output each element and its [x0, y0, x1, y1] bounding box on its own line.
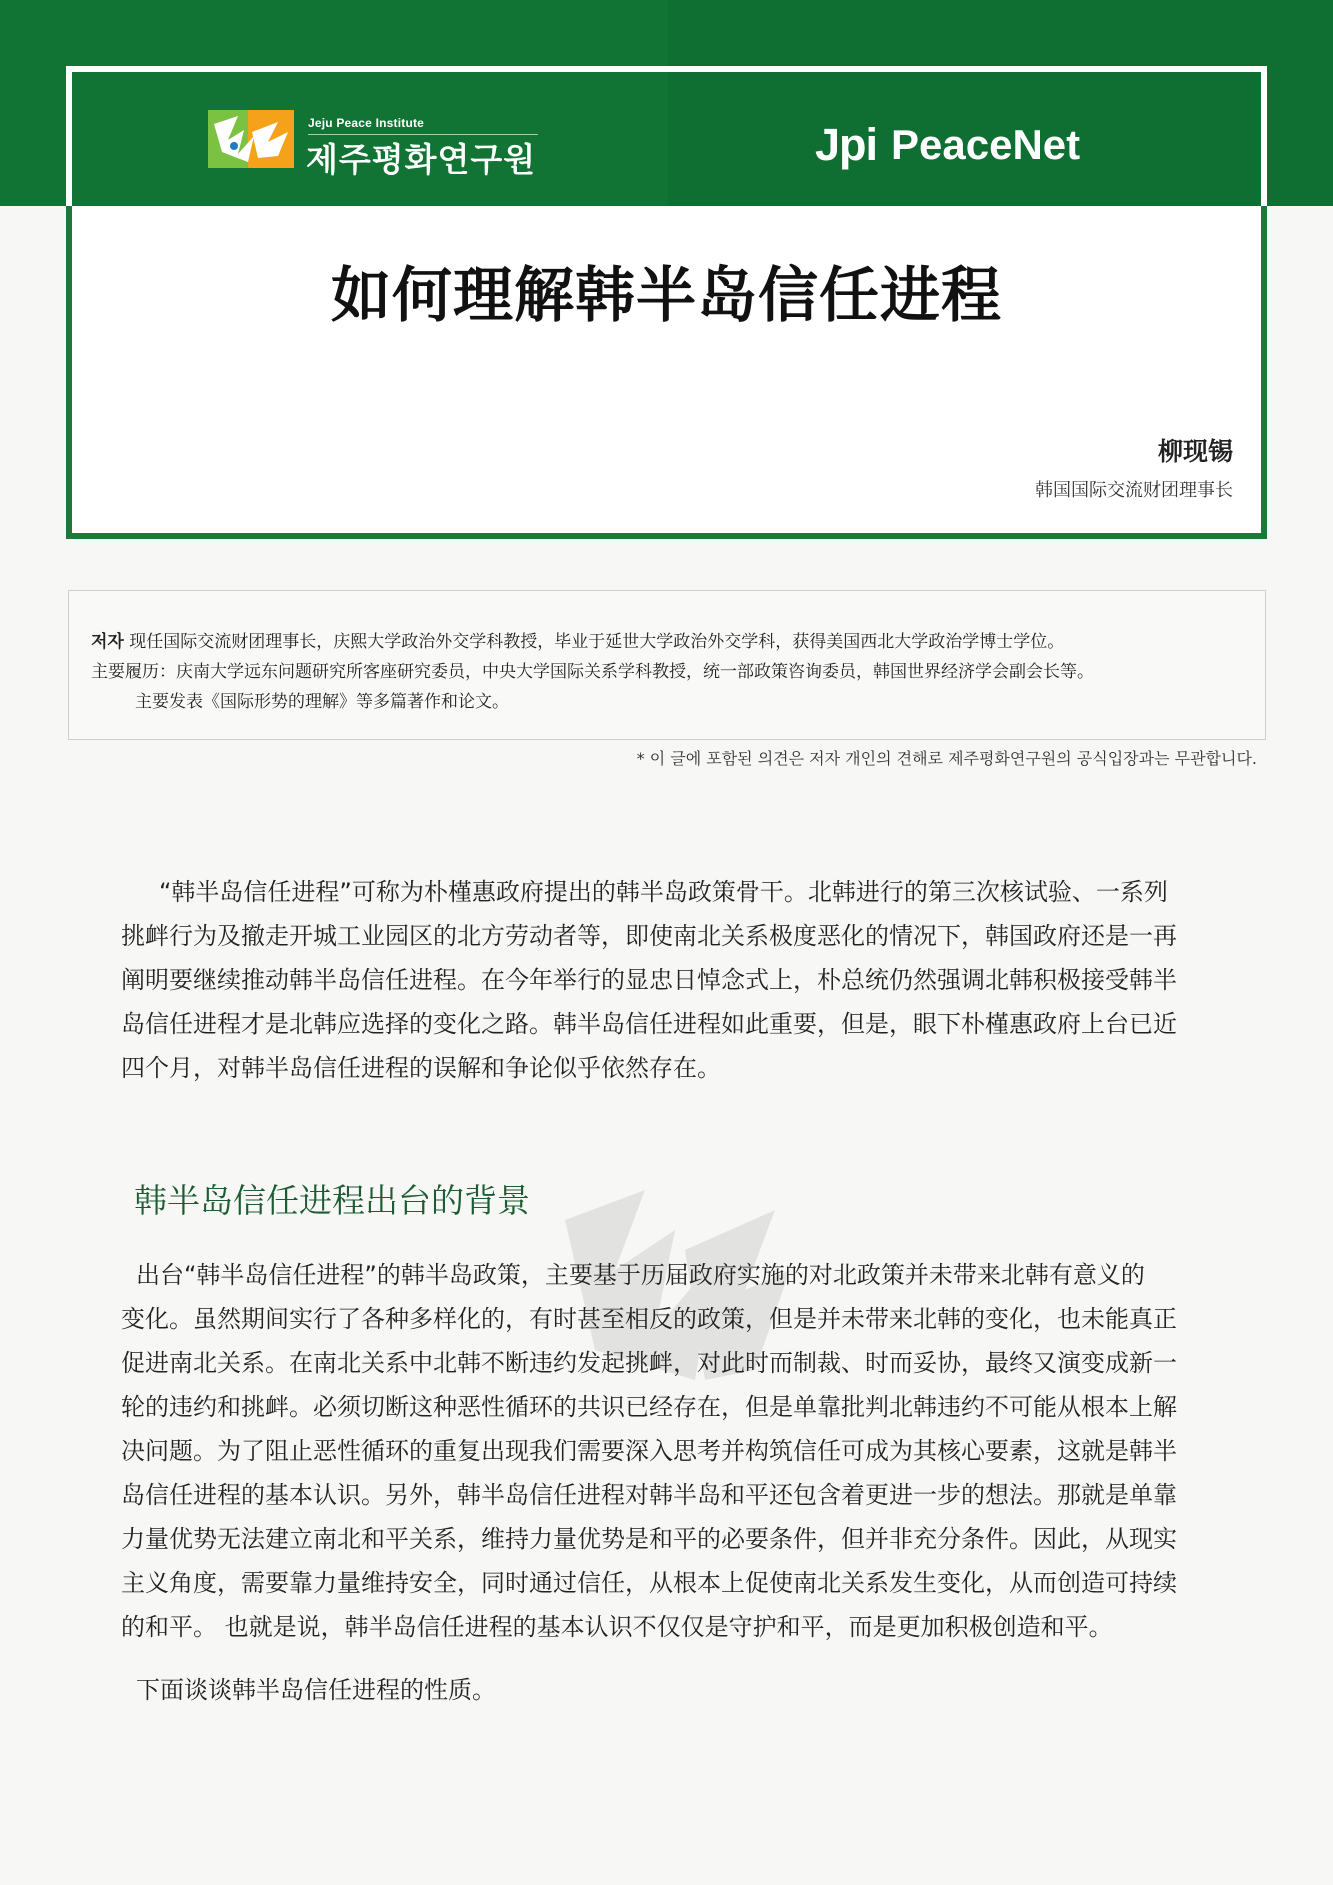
bio-career-text: 庆南大学远东问题研究所客座研究委员，中央大学国际关系学科教授，统一部政策咨询委员，韩国世界经济学会副会长等。: [176, 662, 1094, 682]
section-heading: 韩半岛信任进程出台的背景: [134, 1181, 530, 1220]
author-name: 柳现锡: [1157, 437, 1233, 466]
bio-author-line: [91, 627, 1064, 652]
bio-author-text: 现任国际交流财团理事长，庆熙大学政治外交学科教授，毕业于延世大学政治外交学科，获得美国西北大学政治学博士学位。: [129, 632, 1065, 652]
page-title: 如何理解韩半岛信任进程: [331, 261, 1002, 331]
intro-line: 挑衅行为及撤走开城工业园区的北方劳动者等，即使南北关系极度恶化的情况下，韩国政府还是一再: [121, 922, 1177, 950]
logo-english-name: Jeju Peace Institute: [308, 116, 425, 130]
bio-career-line: [91, 657, 1094, 682]
section-line: 力量优势无法建立南北和平关系，维持力量优势是和平的必要条件，但并非充分条件。因此，从现实: [121, 1525, 1177, 1553]
section-line: 促进南北关系。在南北关系中北韩不断违约发起挑衅，对此时而制裁、时而妥协，最终又演变成新一: [121, 1349, 1177, 1377]
section-line: 变化。虽然期间实行了各种多样化的，有时甚至相反的政策，但是并未带来北韩的变化，也未能真正: [121, 1305, 1177, 1333]
intro-line: 岛信任进程才是北韩应选择的变化之路。韩半岛信任进程如此重要，但是，眼下朴槿惠政府上台已近: [121, 1010, 1177, 1038]
peacenet-name: PeaceNet: [891, 121, 1081, 168]
dove-logo-icon: [208, 110, 294, 170]
section-line: 决问题。为了阻止恶性循环的重复出现我们需要深入思考并构筑信任可成为其核心要素，这就是韩半: [121, 1437, 1177, 1465]
author-position: 韩国国际交流财团理事长: [1035, 480, 1233, 501]
intro-line: 阐明要继续推动韩半岛信任进程。在今年举行的显忠日悼念式上，朴总统仍然强调北韩积极接受韩半: [121, 966, 1177, 994]
section-line: 岛信任进程的基本认识。另外，韩半岛信任进程对韩半岛和平还包含着更进一步的想法。那就是单靠: [121, 1481, 1177, 1509]
intro-line: “韩半岛信任进程”可称为朴槿惠政府提出的韩半岛政策骨干。北韩进行的第三次核试验、一系列: [159, 878, 1168, 906]
peacenet-logo: [815, 115, 1080, 175]
bio-author-label: 저자: [91, 632, 124, 652]
section-line: 轮的违约和挑衅。必须切断这种恶性循环的共识已经存在，但是单靠批判北韩违约不可能从根本上解: [121, 1393, 1177, 1421]
disclaimer-note: * 이 글에 포함된 의견은 저자 개인의 견해로 제주평화연구원의 공식입장과는 무관합니다.: [636, 749, 1257, 768]
bio-works-line: 主要发表《国际形势的理解》等多篇著作和论文。: [135, 692, 509, 712]
closing-line: 下面谈谈韩半岛信任进程的性质。: [136, 1676, 496, 1704]
logo-korean-name: 제주평화연구원: [306, 140, 537, 179]
frame-right-edge: [1261, 66, 1267, 206]
intro-paragraph: [121, 870, 1213, 1090]
intro-line: 四个月，对韩半岛信任进程的误解和争论似乎依然存在。: [121, 1054, 721, 1082]
section-line: 出台“韩半岛信任进程”的韩半岛政策，主要基于历届政府实施的对北政策并未带来北韩有意义的: [136, 1261, 1145, 1289]
section-line: 的和平。 也就是说，韩半岛信任进程的基本认识不仅仅是守护和平，而是更加积极创造和平。: [121, 1613, 1113, 1641]
section-line: 主义角度，需要靠力量维持安全，同时通过信任，从根本上促使南北关系发生变化，从而创造可持续: [121, 1569, 1177, 1597]
peacenet-jpi-mark: Jpi: [815, 119, 878, 170]
section-paragraph: [121, 1253, 1213, 1649]
bio-career-label: 主要履历：: [91, 662, 176, 682]
jeju-peace-institute-logo: [208, 110, 538, 179]
author-bio-box: [68, 590, 1266, 740]
frame-left-edge: [66, 66, 72, 206]
frame-top-edge: [66, 66, 1267, 72]
